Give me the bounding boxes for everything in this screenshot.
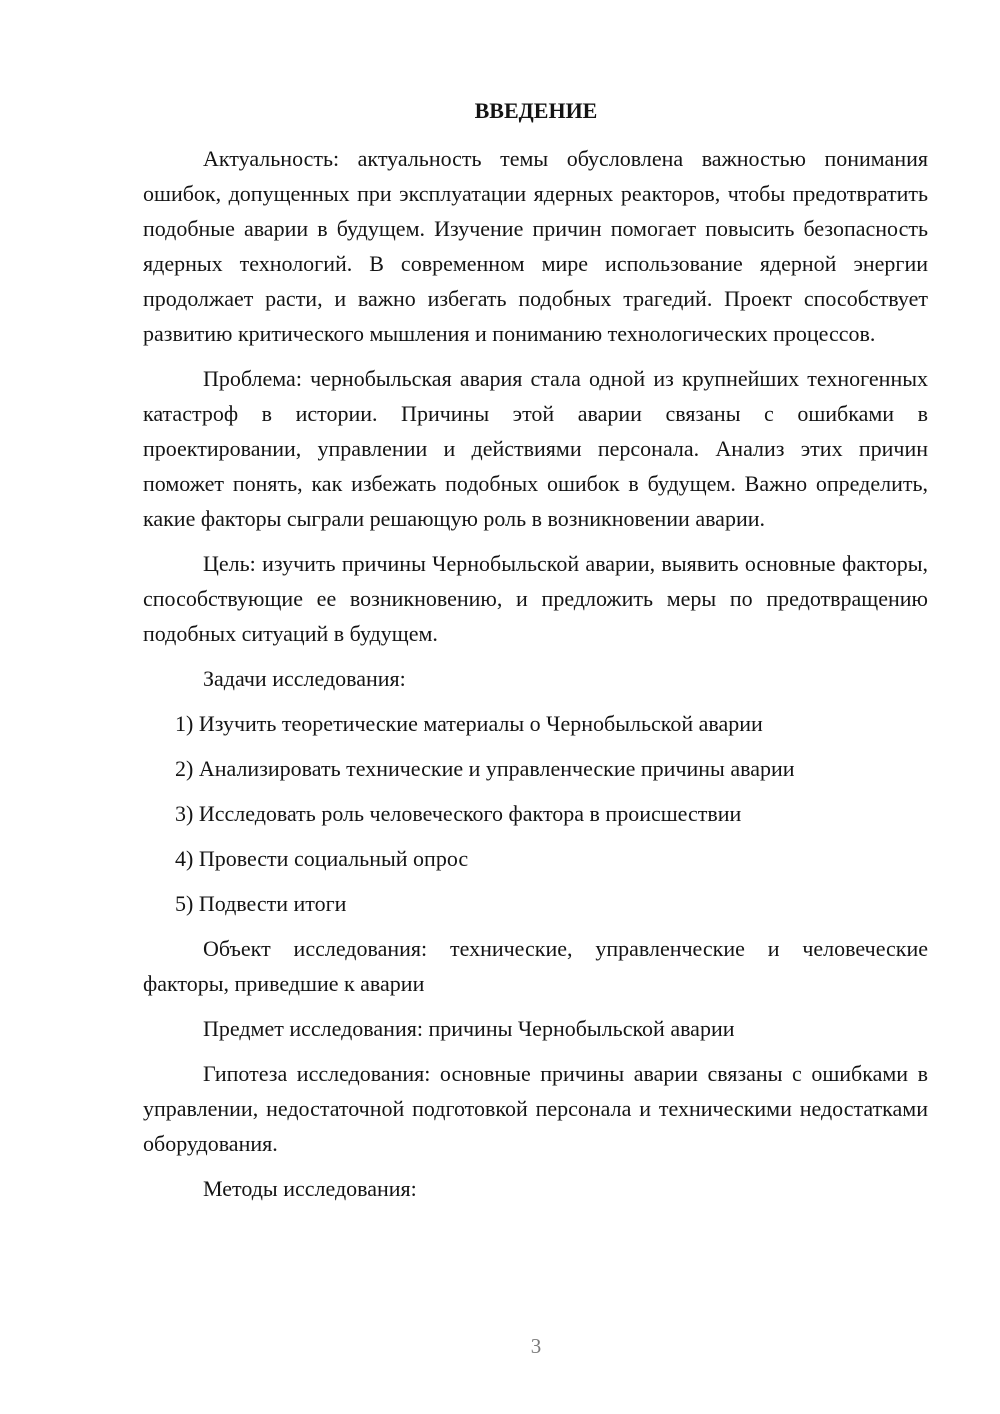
paragraph-hypothesis: Гипотеза исследования: основные причины аварии связаны с ошибками в управлении, недостаточной подготовкой персонала и техническими недостатками оборудования. (143, 1061, 928, 1156)
list-item: 4) Провести социальный опрос (175, 846, 469, 871)
tasks-heading: Задачи исследования: (203, 666, 406, 691)
list-item: 5) Подвести итоги (175, 891, 347, 916)
list-item: 3) Исследовать роль человеческого фактора в происшествии (175, 801, 742, 826)
paragraph-problem: Проблема: чернобыльская авария стала одной из крупнейших техногенных катастроф в истории. Причины этой аварии связаны с ошибками в проектировании, управлении и действиями персонала. Анализ этих причин поможет понять, как избежать подобных ошибок в будущем. Важно определить, какие факторы сыграли решающую роль в возникновении аварии. (143, 366, 928, 531)
page-number: 3 (530, 1334, 542, 1358)
paragraph-object: Объект исследования: технические, управленческие и человеческие факторы, приведшие к аварии (143, 936, 928, 996)
page-title: ВВЕДЕНИЕ (474, 98, 598, 123)
tasks-list (143, 706, 928, 921)
paragraph-goal: Цель: изучить причины Чернобыльской аварии, выявить основные факторы, способствующие ее возникновению, и предложить меры по предотвращению подобных ситуаций в будущем. (143, 551, 928, 646)
paragraph-relevance: Актуальность: актуальность темы обусловлена важностью понимания ошибок, допущенных при эксплуатации ядерных реакторов, чтобы предотвратить подобные аварии в будущем. Изучение причин помогает повысить безопасность ядерных технологий. В современном мире использование ядерной энергии продолжает расти, и важно избегать подобных трагедий. Проект способствует развитию критического мышления и пониманию технологических процессов. (143, 146, 928, 346)
document-body (143, 141, 928, 1216)
list-item: 1) Изучить теоретические материалы о Чернобыльской аварии (175, 711, 763, 736)
paragraph-subject: Предмет исследования: причины Чернобыльской аварии (203, 1016, 735, 1041)
list-item: 2) Анализировать технические и управленческие причины аварии (175, 756, 795, 781)
methods-heading: Методы исследования: (203, 1176, 417, 1201)
